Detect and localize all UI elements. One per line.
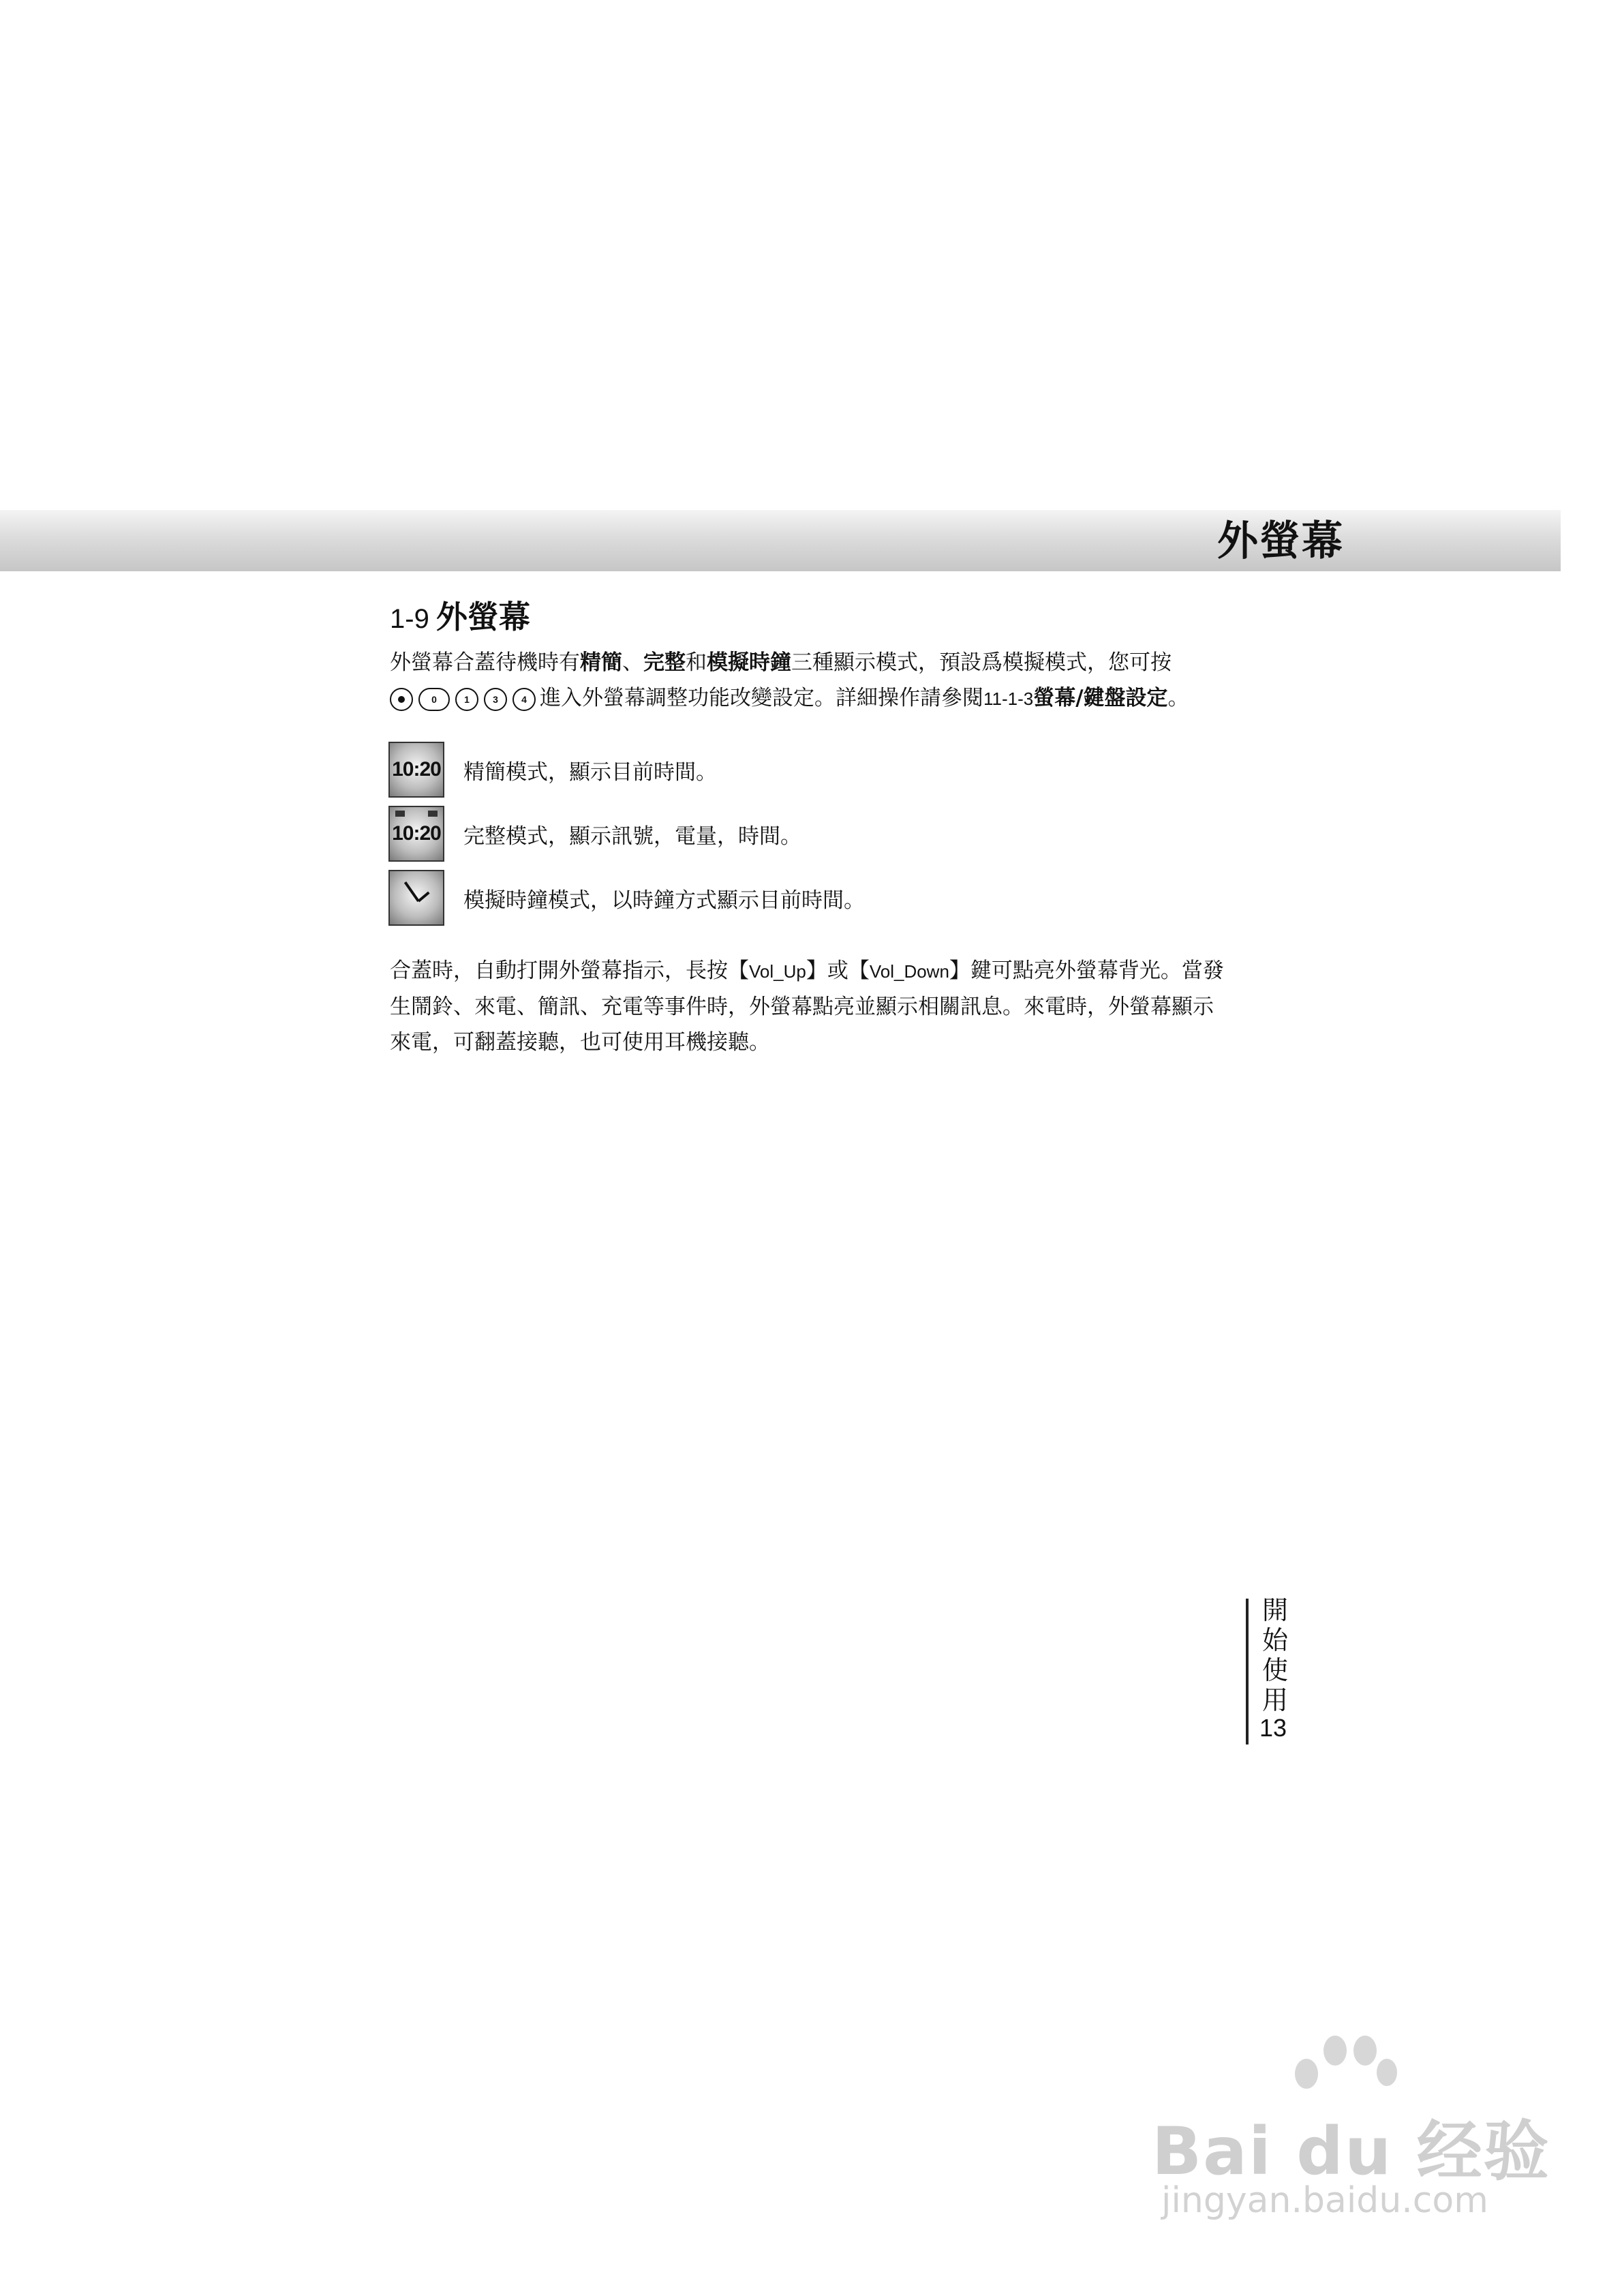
full-clock-icon: 10:20 [388,806,444,862]
analog-clock-icon [388,870,444,926]
side-tab-label: 開 始 使 用 [1261,1595,1288,1715]
intro-paragraph [390,645,1235,716]
section-title: 外螢幕 [435,599,530,635]
section-number: 1-9 [390,604,429,634]
center-key-icon [390,688,413,711]
closing-line-3: 來電，可翻蓋接聽，也可使用耳機接聽。 [390,1030,770,1055]
mode-row-full [388,806,801,862]
key-0-icon: 0 [418,688,450,711]
watermark-logo: Bai du 经验 [1152,2113,1550,2190]
page-header-title: 外螢幕 [1217,517,1344,565]
mode-description: 模擬時鐘模式，以時鐘方式顯示目前時間。 [463,888,865,913]
side-tab-divider [1246,1599,1249,1744]
key-3-icon: 3 [484,688,507,711]
watermark-url: jingyan.baidu.com [1161,2180,1488,2221]
mode-description: 完整模式，顯示訊號，電量，時間。 [463,824,801,849]
mode-row-simple [388,742,717,798]
closing-line-2: 生鬧鈴、來電、簡訊、充電等事件時，外螢幕點亮並顯示相關訊息。來電時，外螢幕顯示 [390,995,1214,1019]
mode-row-analog [388,870,865,926]
section-heading [390,594,530,639]
intro-line-1: 外螢幕合蓋待機時有精簡、完整和模擬時鐘三種顯示模式，預設爲模擬模式，您可按 [390,650,1172,675]
paw-icon [1288,2031,1397,2106]
key-1-icon: 1 [455,688,478,711]
intro-line-2: 0 1 3 4 進入外螢幕調整功能改變設定。詳細操作請參閱11-1-3螢幕/鍵盤設定。 [390,680,1235,716]
closing-line-1: 合蓋時，自動打開外螢幕指示，長按【Vol_Up】或【Vol_Down】鍵可點亮外螢幕背光。當發 [390,958,1224,983]
baidu-watermark [1152,2031,1550,2236]
key-sequence [390,688,536,711]
page-number: 13 [1259,1714,1287,1742]
key-4-icon: 4 [512,688,536,711]
closing-paragraph [390,953,1235,1060]
mode-description: 精簡模式，顯示目前時間。 [463,759,717,785]
simple-clock-icon: 10:20 [388,742,444,798]
